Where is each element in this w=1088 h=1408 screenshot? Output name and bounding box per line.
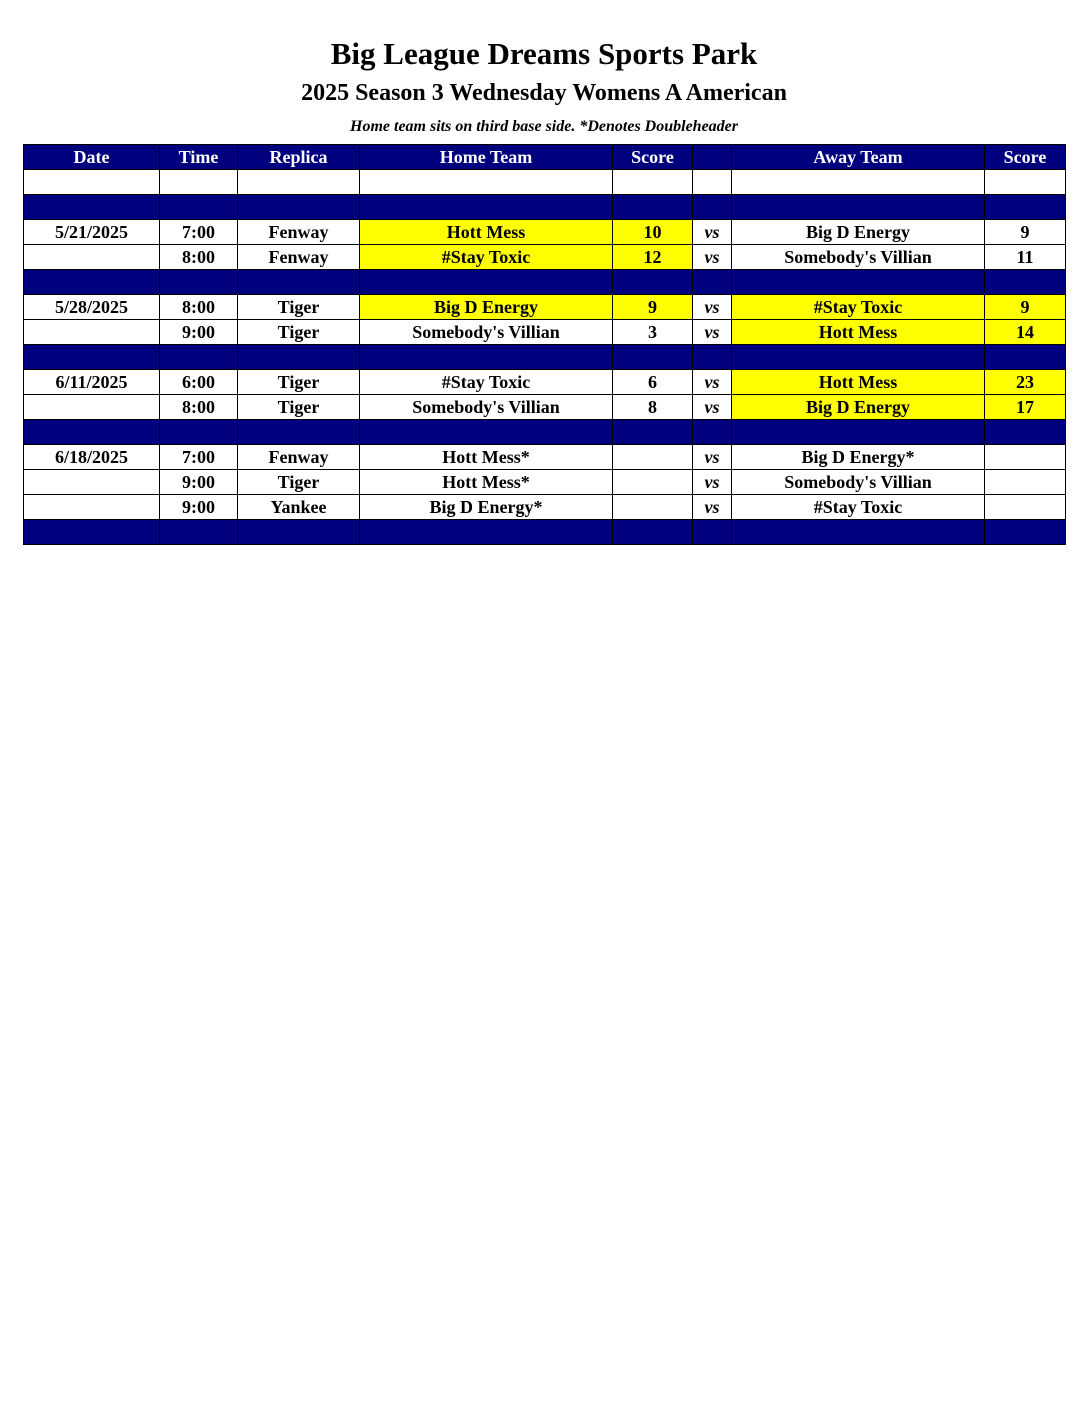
replica-cell: Fenway xyxy=(238,220,360,245)
time-cell xyxy=(160,420,238,445)
home-score-cell: 9 xyxy=(613,295,693,320)
home-score-cell xyxy=(613,470,693,495)
home-score-cell xyxy=(613,170,693,195)
col-header-vs xyxy=(693,145,732,170)
game-row xyxy=(24,220,1066,245)
date-cell: 6/11/2025 xyxy=(24,370,160,395)
blank-row xyxy=(24,170,1066,195)
vs-cell: vs xyxy=(693,245,732,270)
time-cell xyxy=(160,270,238,295)
col-header-time: Time xyxy=(160,145,238,170)
replica-cell: Fenway xyxy=(238,445,360,470)
vs-cell: vs xyxy=(693,395,732,420)
vs-cell: vs xyxy=(693,470,732,495)
away-team-cell: #Stay Toxic xyxy=(732,295,985,320)
home-team-cell xyxy=(360,520,613,545)
replica-cell: Fenway xyxy=(238,245,360,270)
game-row xyxy=(24,395,1066,420)
date-cell: 6/18/2025 xyxy=(24,445,160,470)
col-header-away-team: Away Team xyxy=(732,145,985,170)
date-cell xyxy=(24,170,160,195)
time-cell: 9:00 xyxy=(160,470,238,495)
date-cell xyxy=(24,320,160,345)
home-team-cell xyxy=(360,195,613,220)
replica-cell: Tiger xyxy=(238,320,360,345)
game-row xyxy=(24,445,1066,470)
col-header-home-score: Score xyxy=(613,145,693,170)
away-team-cell xyxy=(732,195,985,220)
replica-cell xyxy=(238,420,360,445)
time-cell xyxy=(160,345,238,370)
away-team-cell xyxy=(732,345,985,370)
away-team-cell xyxy=(732,420,985,445)
schedule-table xyxy=(23,144,1066,545)
home-score-cell xyxy=(613,495,693,520)
time-cell: 9:00 xyxy=(160,320,238,345)
vs-cell: vs xyxy=(693,370,732,395)
time-cell: 6:00 xyxy=(160,370,238,395)
time-cell: 9:00 xyxy=(160,495,238,520)
vs-cell xyxy=(693,270,732,295)
home-team-cell: #Stay Toxic xyxy=(360,245,613,270)
date-cell xyxy=(24,520,160,545)
replica-cell xyxy=(238,520,360,545)
away-team-cell: Big D Energy* xyxy=(732,445,985,470)
page-subtitle: 2025 Season 3 Wednesday Womens A American xyxy=(301,80,787,106)
date-cell xyxy=(24,395,160,420)
home-score-cell: 3 xyxy=(613,320,693,345)
date-cell xyxy=(24,195,160,220)
col-header-home-team: Home Team xyxy=(360,145,613,170)
replica-cell: Tiger xyxy=(238,370,360,395)
away-team-cell: Hott Mess xyxy=(732,320,985,345)
home-score-cell: 12 xyxy=(613,245,693,270)
away-score-cell xyxy=(985,420,1066,445)
away-team-cell xyxy=(732,170,985,195)
away-score-cell xyxy=(985,270,1066,295)
vs-cell: vs xyxy=(693,445,732,470)
separator-row xyxy=(24,520,1066,545)
col-header-away-score: Score xyxy=(985,145,1066,170)
schedule-note: Home team sits on third base side. *Denotes Doubleheader xyxy=(350,118,738,135)
date-cell xyxy=(24,470,160,495)
home-team-cell xyxy=(360,270,613,295)
away-score-cell: 17 xyxy=(985,395,1066,420)
away-team-cell xyxy=(732,270,985,295)
date-cell xyxy=(24,270,160,295)
away-score-cell: 23 xyxy=(985,370,1066,395)
col-header-replica: Replica xyxy=(238,145,360,170)
time-cell: 8:00 xyxy=(160,395,238,420)
col-header-date: Date xyxy=(24,145,160,170)
date-cell xyxy=(24,345,160,370)
away-score-cell xyxy=(985,470,1066,495)
away-score-cell: 9 xyxy=(985,220,1066,245)
home-score-cell: 6 xyxy=(613,370,693,395)
away-team-cell: Somebody's Villian xyxy=(732,470,985,495)
separator-row xyxy=(24,195,1066,220)
home-team-cell: Hott Mess* xyxy=(360,445,613,470)
away-score-cell: 11 xyxy=(985,245,1066,270)
home-score-cell xyxy=(613,420,693,445)
date-cell: 5/21/2025 xyxy=(24,220,160,245)
separator-row xyxy=(24,345,1066,370)
time-cell xyxy=(160,195,238,220)
vs-cell: vs xyxy=(693,320,732,345)
away-team-cell: Hott Mess xyxy=(732,370,985,395)
vs-cell: vs xyxy=(693,495,732,520)
replica-cell: Tiger xyxy=(238,470,360,495)
home-score-cell: 8 xyxy=(613,395,693,420)
home-team-cell: Big D Energy xyxy=(360,295,613,320)
vs-cell: vs xyxy=(693,220,732,245)
home-score-cell xyxy=(613,195,693,220)
away-team-cell: Somebody's Villian xyxy=(732,245,985,270)
away-score-cell: 14 xyxy=(985,320,1066,345)
time-cell: 7:00 xyxy=(160,220,238,245)
header-row xyxy=(24,145,1066,170)
home-team-cell: Hott Mess* xyxy=(360,470,613,495)
home-team-cell: Somebody's Villian xyxy=(360,395,613,420)
vs-cell xyxy=(693,170,732,195)
home-score-cell xyxy=(613,345,693,370)
date-cell xyxy=(24,420,160,445)
home-score-cell xyxy=(613,270,693,295)
home-score-cell xyxy=(613,445,693,470)
replica-cell: Tiger xyxy=(238,295,360,320)
away-team-cell: #Stay Toxic xyxy=(732,495,985,520)
vs-cell: vs xyxy=(693,295,732,320)
separator-row xyxy=(24,420,1066,445)
home-team-cell xyxy=(360,345,613,370)
replica-cell xyxy=(238,345,360,370)
away-score-cell xyxy=(985,520,1066,545)
vs-cell xyxy=(693,420,732,445)
time-cell: 8:00 xyxy=(160,295,238,320)
replica-cell xyxy=(238,170,360,195)
vs-cell xyxy=(693,195,732,220)
game-row xyxy=(24,370,1066,395)
away-team-cell xyxy=(732,520,985,545)
away-score-cell xyxy=(985,170,1066,195)
page-title: Big League Dreams Sports Park xyxy=(330,36,758,71)
separator-row xyxy=(24,270,1066,295)
away-score-cell xyxy=(985,445,1066,470)
away-score-cell xyxy=(985,195,1066,220)
home-score-cell xyxy=(613,520,693,545)
game-row xyxy=(24,495,1066,520)
time-cell: 7:00 xyxy=(160,445,238,470)
time-cell: 8:00 xyxy=(160,245,238,270)
replica-cell: Tiger xyxy=(238,395,360,420)
game-row xyxy=(24,320,1066,345)
away-team-cell: Big D Energy xyxy=(732,395,985,420)
home-team-cell xyxy=(360,420,613,445)
date-cell: 5/28/2025 xyxy=(24,295,160,320)
away-team-cell: Big D Energy xyxy=(732,220,985,245)
away-score-cell xyxy=(985,495,1066,520)
home-team-cell: Somebody's Villian xyxy=(360,320,613,345)
time-cell xyxy=(160,170,238,195)
date-cell xyxy=(24,245,160,270)
home-team-cell: Big D Energy* xyxy=(360,495,613,520)
time-cell xyxy=(160,520,238,545)
replica-cell: Yankee xyxy=(238,495,360,520)
home-team-cell: #Stay Toxic xyxy=(360,370,613,395)
replica-cell xyxy=(238,270,360,295)
game-row xyxy=(24,470,1066,495)
game-row xyxy=(24,295,1066,320)
vs-cell xyxy=(693,520,732,545)
away-score-cell xyxy=(985,345,1066,370)
date-cell xyxy=(24,495,160,520)
home-team-cell: Hott Mess xyxy=(360,220,613,245)
schedule-body xyxy=(24,170,1066,545)
game-row xyxy=(24,245,1066,270)
replica-cell xyxy=(238,195,360,220)
away-score-cell: 9 xyxy=(985,295,1066,320)
home-team-cell xyxy=(360,170,613,195)
home-score-cell: 10 xyxy=(613,220,693,245)
vs-cell xyxy=(693,345,732,370)
